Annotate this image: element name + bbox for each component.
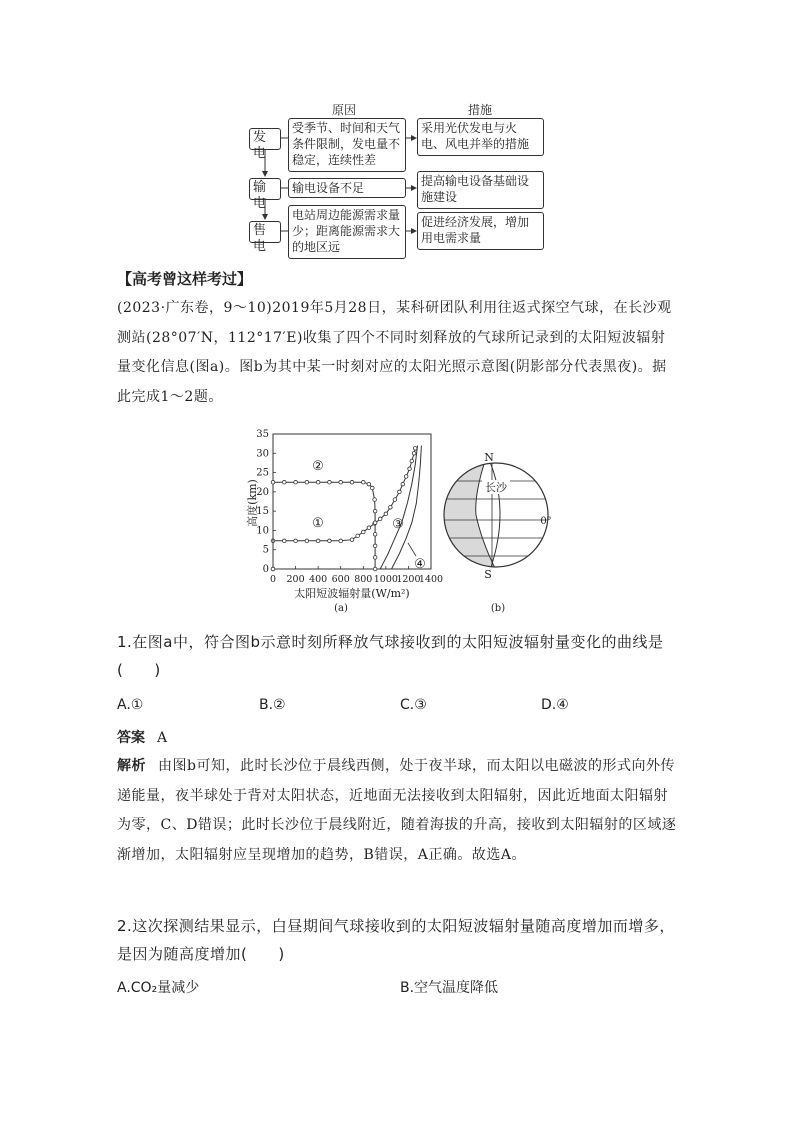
data-point-series-1 [408,467,412,471]
data-point-series-2 [373,521,377,525]
data-point-series-2 [328,480,332,484]
series-line-3 [380,446,417,569]
measure-generation: 采用光伏发电与火电、风电并举的措施 [417,118,544,156]
data-point-series-1 [412,451,416,455]
label-generation: 发电 [249,128,281,150]
data-point-series-1 [282,539,286,543]
q1-stem: 1.在图a中，符合图b示意时刻所释放气球接收到的太阳短波辐射量变化的曲线是( ) [117,633,664,679]
data-point-series-2 [305,480,309,484]
data-point-series-1 [350,538,354,542]
data-point-series-2 [373,567,377,571]
data-point-series-1 [316,539,320,543]
south-label: S [484,568,492,581]
data-point-series-1 [413,446,417,450]
x-tick-label: 1400 [418,574,444,585]
measure-sales: 促进经济发展，增加用电需求量 [417,212,544,250]
data-point-series-1 [339,539,343,543]
x-axis-label: 太阳短波辐射量(W/m²) [294,587,410,600]
figure-a-caption: (a) [334,603,348,614]
y-tick-label: 35 [256,429,269,440]
x-tick-label: 1200 [396,574,421,585]
data-point-series-2 [367,482,371,486]
series-group [271,446,421,571]
data-point-series-2 [361,480,365,484]
data-point-series-2 [316,480,320,484]
label-transmission: 输电 [249,178,281,200]
equator-label: 0° [540,516,552,527]
data-point-series-2 [339,480,343,484]
cause-sales: 电站周边能源需求量少；距离能源需求大的地区远 [288,205,406,259]
y-tick-label: 0 [262,564,269,575]
data-point-series-1 [378,517,382,521]
data-point-series-2 [373,556,377,560]
data-point-series-2 [373,498,377,502]
q2-option-b: B.空气温度降低 [400,980,499,996]
header-cause: 原因 [332,103,357,117]
analysis-block [117,752,677,870]
data-point-series-1 [398,490,402,494]
q1-option-c: C.③ [400,697,427,713]
analysis-label: 解析 [117,758,146,774]
answer-value: A [157,730,168,746]
data-point-series-2 [271,480,275,484]
data-point-series-1 [305,539,309,543]
data-point-series-1 [356,534,360,538]
x-tick-label: 200 [286,574,305,585]
answer-label: 答案 [117,730,145,746]
analysis-text: 由图b可知，此时长沙位于晨线西侧，处于夜半球，而太阳以电磁波的形式向外传递能量，夜半球处于背对太阳状态，近地面无法接收到太阳辐射，因此近地面太阳辐射为零，C、D错误；此时长沙位于晨线附近，随着海拔的升高，接收到太阳辐射的区域逐渐增加，太阳辐射应呈现增加的趋势，B错误，A正确。故选A。 [117,758,677,863]
data-point-series-1 [389,505,393,509]
intro-paragraph: (2023·广东卷，9～10)2019年5月28日，某科研团队利用往返式探空气球，在长沙观测站(28°07′N，112°17′E)收集了四个不同时刻释放的气球所记录到的太阳短波辐射量变化信息(图a)。图b为其中某一时刻对应的太阳光照示意图(阴影部分代表黑夜)。据此完成1～2题。 [117,300,672,405]
y-tick-label: 10 [256,525,269,537]
data-point-series-1 [361,530,365,534]
series-line-1 [273,448,415,569]
curve-label-1: ① [312,516,324,531]
answer-line [117,727,167,747]
figure-b-caption: (b) [490,603,506,614]
data-point-series-2 [371,486,375,490]
x-tick-label: 0 [269,574,277,585]
city-label: 长沙 [485,481,507,494]
y-tick-label: 25 [256,467,269,479]
x-tick-label: 400 [309,574,328,585]
x-tick-label: 800 [354,574,373,585]
q2-option-a: A.CO₂量减少 [117,980,200,996]
series-line-2 [273,482,375,569]
q1-option-a: A.① [117,697,144,713]
data-point-series-2 [373,544,377,548]
y-axis-label: 高度(km) [246,479,259,527]
data-point-series-1 [367,526,371,530]
data-point-series-1 [401,482,405,486]
data-point-series-2 [282,480,286,484]
data-point-series-2 [271,567,275,571]
q2-stem: 2.这次探测结果显示，白昼期间气球接收到的太阳短波辐射量随高度增加而增多，是因为随高度增加( ) [117,917,675,963]
q1-option-d: D.④ [541,697,569,713]
data-point-series-2 [373,509,377,513]
curve-label-3: ③ [392,517,404,532]
data-point-series-2 [373,532,377,536]
curve-label-4: ④ [414,557,426,572]
label-sales: 售电 [249,221,281,243]
section-title: 【高考曾这样考过】 [117,270,253,288]
header-measure: 措施 [468,103,493,117]
measure-transmission: 提高输电设备基础设施建设 [417,171,544,209]
figure-a-chart [240,425,444,615]
x-tick-label: 600 [331,574,350,585]
data-point-series-1 [393,498,397,502]
data-point-series-1 [404,475,408,479]
q1-option-b: B.② [259,697,286,713]
figure-b-globe [436,452,566,617]
cause-transmission: 输电设备不足 [288,178,406,198]
cause-generation: 受季节、时间和天气条件限制，发电量不稳定，连续性差 [288,118,406,172]
y-tick-label: 20 [256,486,269,498]
data-point-series-1 [294,539,298,543]
data-point-series-1 [384,512,388,516]
y-tick-label: 15 [256,506,269,518]
y-tick-label: 5 [262,544,269,556]
data-point-series-1 [410,459,414,463]
curve-label-2: ② [312,459,324,474]
x-tick-label: 1000 [373,574,398,585]
north-label: N [484,451,494,464]
data-point-series-2 [294,480,298,484]
data-point-series-1 [328,539,332,543]
y-tick-label: 30 [256,448,269,460]
data-point-series-2 [350,480,354,484]
